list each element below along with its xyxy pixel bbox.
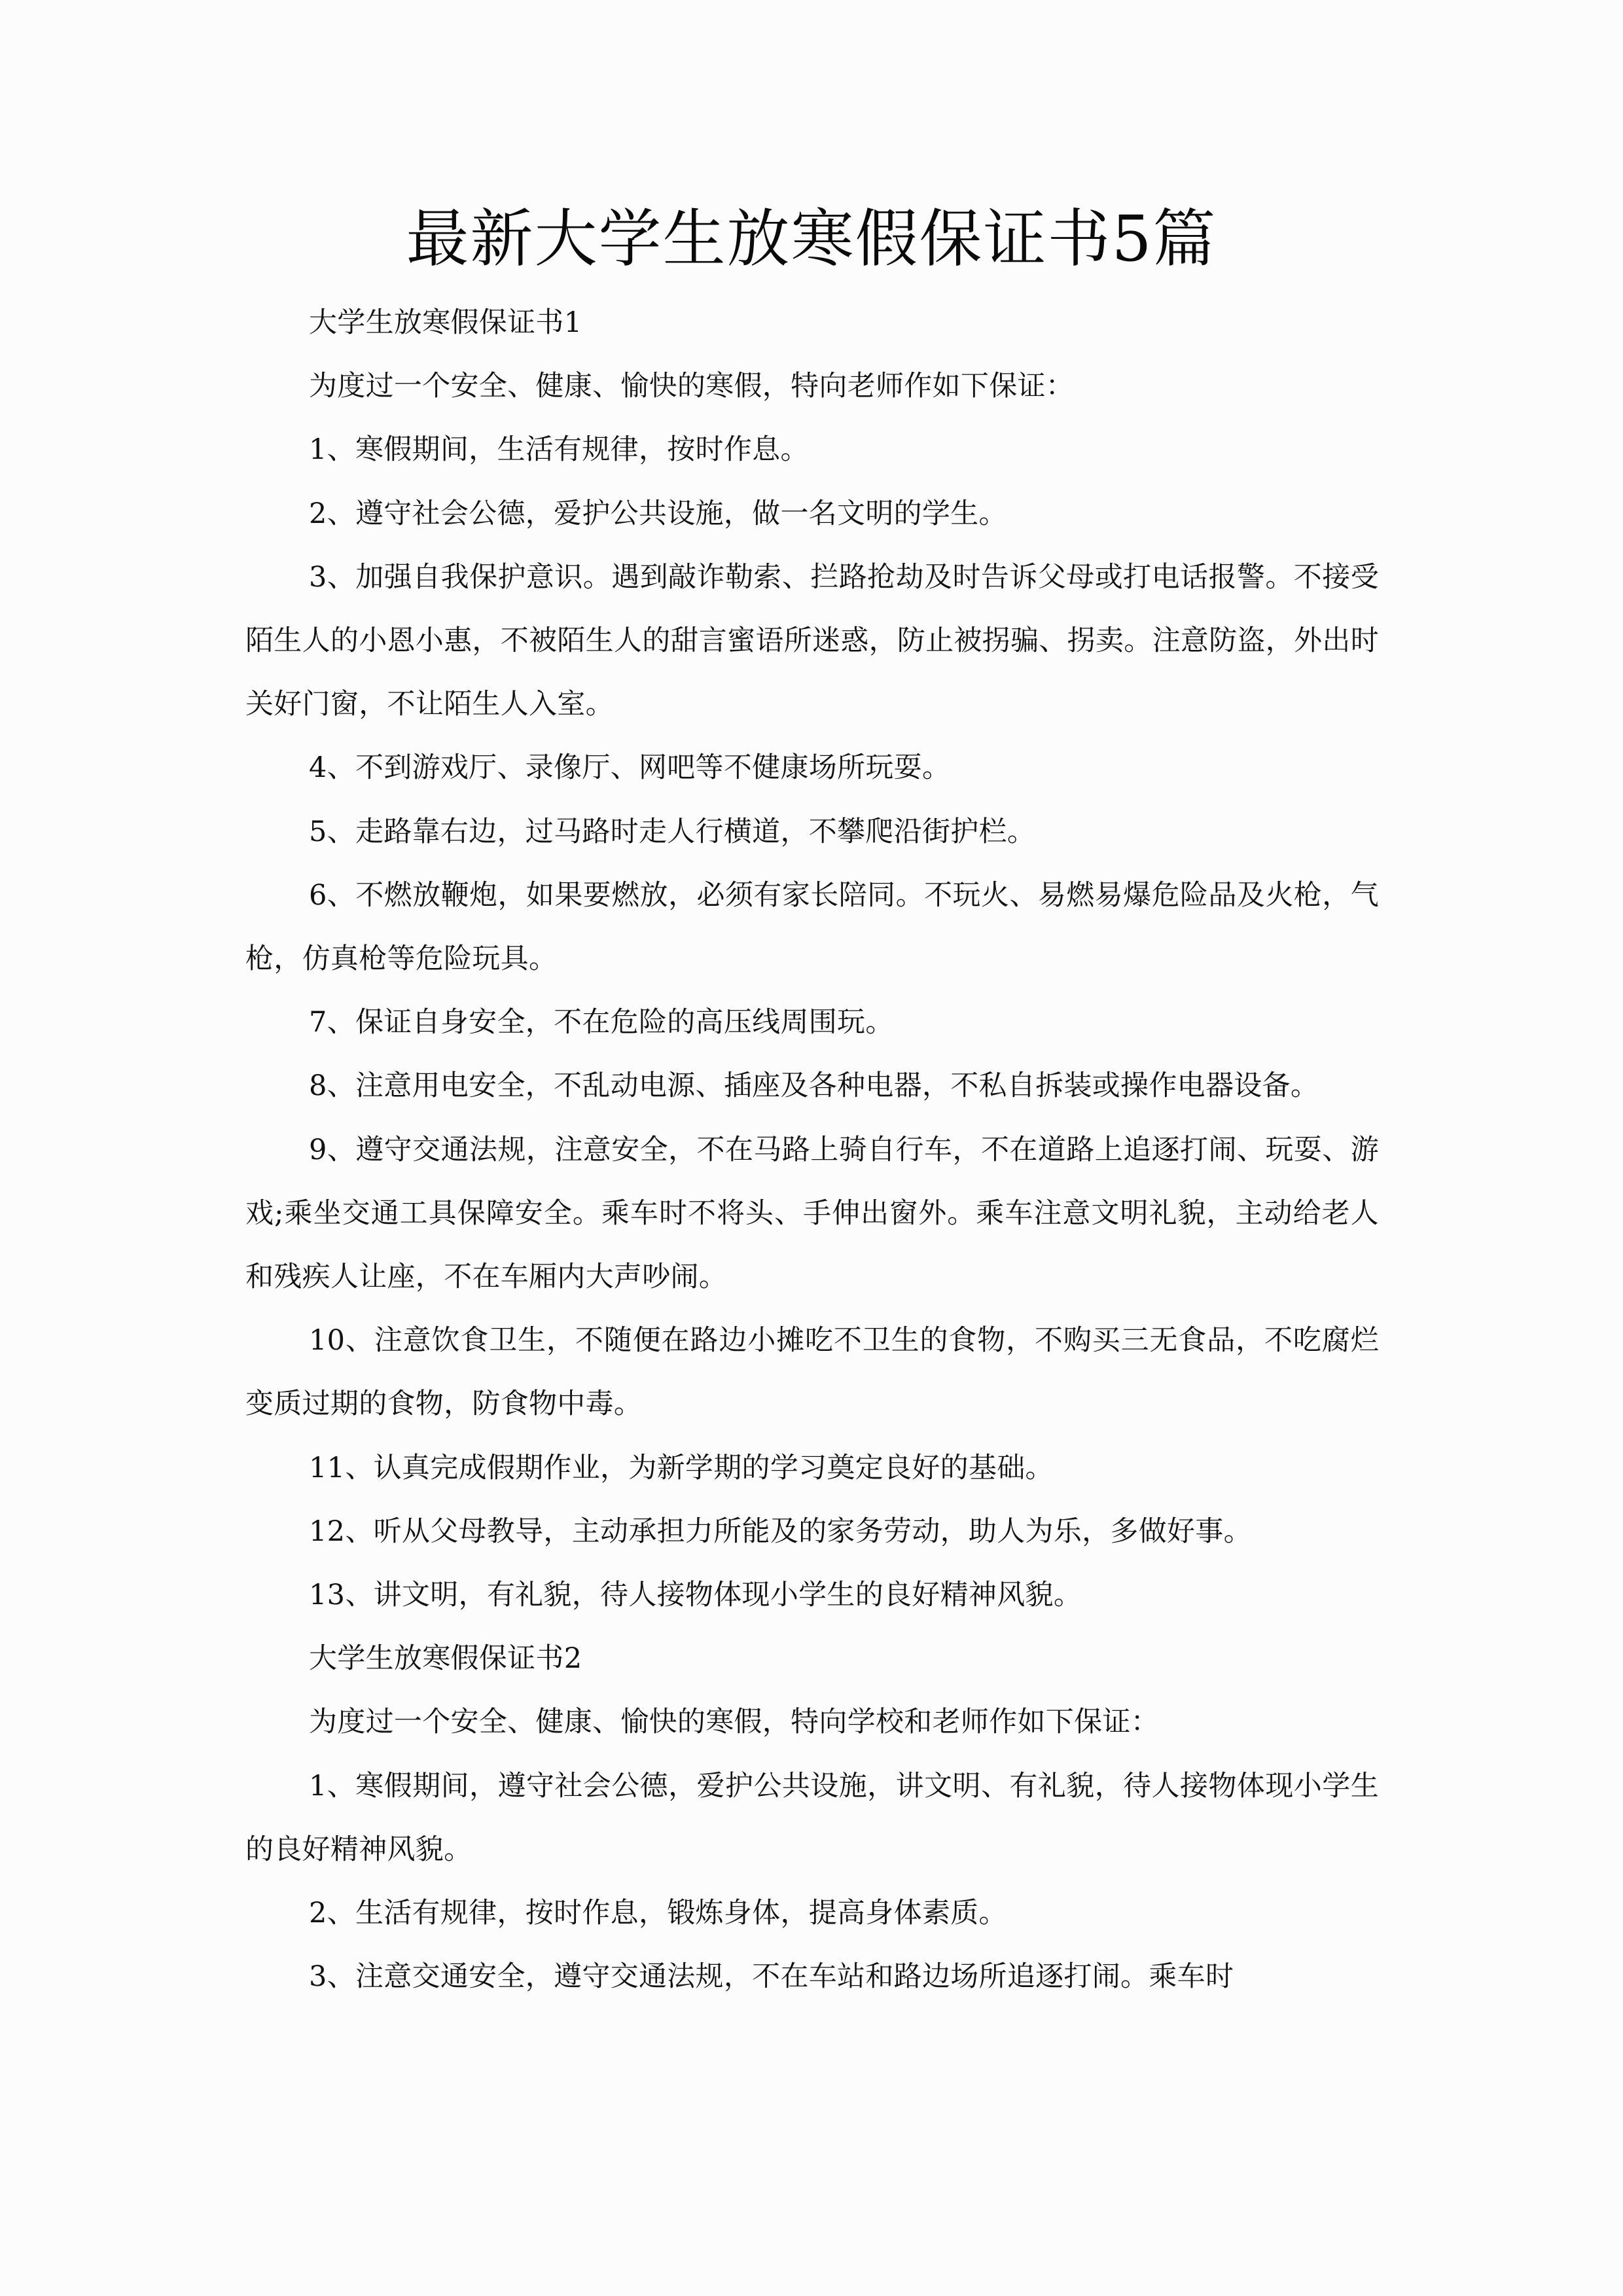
list-item: 3、注意交通安全，遵守交通法规，不在车站和路边场所追逐打闹。乘车时 (309, 1960, 1234, 1994)
list-item: 1、寒假期间，生活有规律，按时作息。 (309, 433, 809, 467)
list-item: 5、走路靠右边，过马路时走人行横道，不攀爬沿街护栏。 (309, 815, 1036, 848)
list-item: 2、遵守社会公德，爱护公共设施，做一名文明的学生。 (309, 497, 1007, 530)
list-item: 9、遵守交通法规，注意安全，不在马路上骑自行车，不在道路上追逐打闹、玩耍、游戏;乘坐交通工具保障安全。乘车时不将头、手伸出窗外。乘车注意文明礼貌，主动给老人和残疾人让座，不在车厢内大声吵闹。 (245, 1133, 1379, 1294)
list-item: 13、讲文明，有礼貌，待人接物体现小学生的良好精神风貌。 (309, 1579, 1082, 1612)
list-item: 12、听从父母教导，主动承担力所能及的家务劳动，助人为乐，多做好事。 (309, 1515, 1252, 1548)
list-item: 11、认真完成假期作业，为新学期的学习奠定良好的基础。 (309, 1451, 1054, 1484)
section-intro: 为度过一个安全、健康、愉快的寒假，特向学校和老师作如下保证： (309, 1706, 1159, 1739)
list-item: 3、加强自我保护意识。遇到敲诈勒索、拦路抢劫及时告诉父母或打电话报警。不接受陌生人的小恩小惠，不被陌生人的甜言蜜语所迷惑，防止被拐骗、拐卖。注意防盗，外出时关好门窗，不让陌生人入室。 (245, 560, 1379, 721)
list-item: 7、保证自身安全，不在危险的高压线周围玩。 (309, 1006, 894, 1039)
list-item: 2、生活有规律，按时作息，锻炼身体，提高身体素质。 (309, 1897, 1007, 1930)
list-item: 10、注意饮食卫生，不随便在路边小摊吃不卫生的食物，不购买三无食品，不吃腐烂变质过期的食物，防食物中毒。 (245, 1324, 1379, 1421)
document-title: 最新大学生放寒假保证书5篇 (406, 202, 1217, 276)
list-item: 6、不燃放鞭炮，如果要燃放，必须有家长陪同。不玩火、易燃易爆危险品及火枪，气枪，仿真枪等危险玩具。 (245, 878, 1379, 976)
list-item: 8、注意用电安全，不乱动电源、插座及各种电器，不私自拆装或操作电器设备。 (309, 1069, 1319, 1103)
section-heading: 大学生放寒假保证书2 (309, 1642, 582, 1676)
list-item: 4、不到游戏厅、录像厅、网吧等不健康场所玩耍。 (309, 751, 951, 785)
document-body (245, 291, 1379, 2009)
section-intro: 为度过一个安全、健康、愉快的寒假，特向老师作如下保证： (309, 370, 1075, 403)
list-item: 1、寒假期间，遵守社会公德，爱护公共设施，讲文明、有礼貌，待人接物体现小学生的良好精神风貌。 (245, 1769, 1379, 1866)
section-heading: 大学生放寒假保证书1 (309, 306, 582, 339)
